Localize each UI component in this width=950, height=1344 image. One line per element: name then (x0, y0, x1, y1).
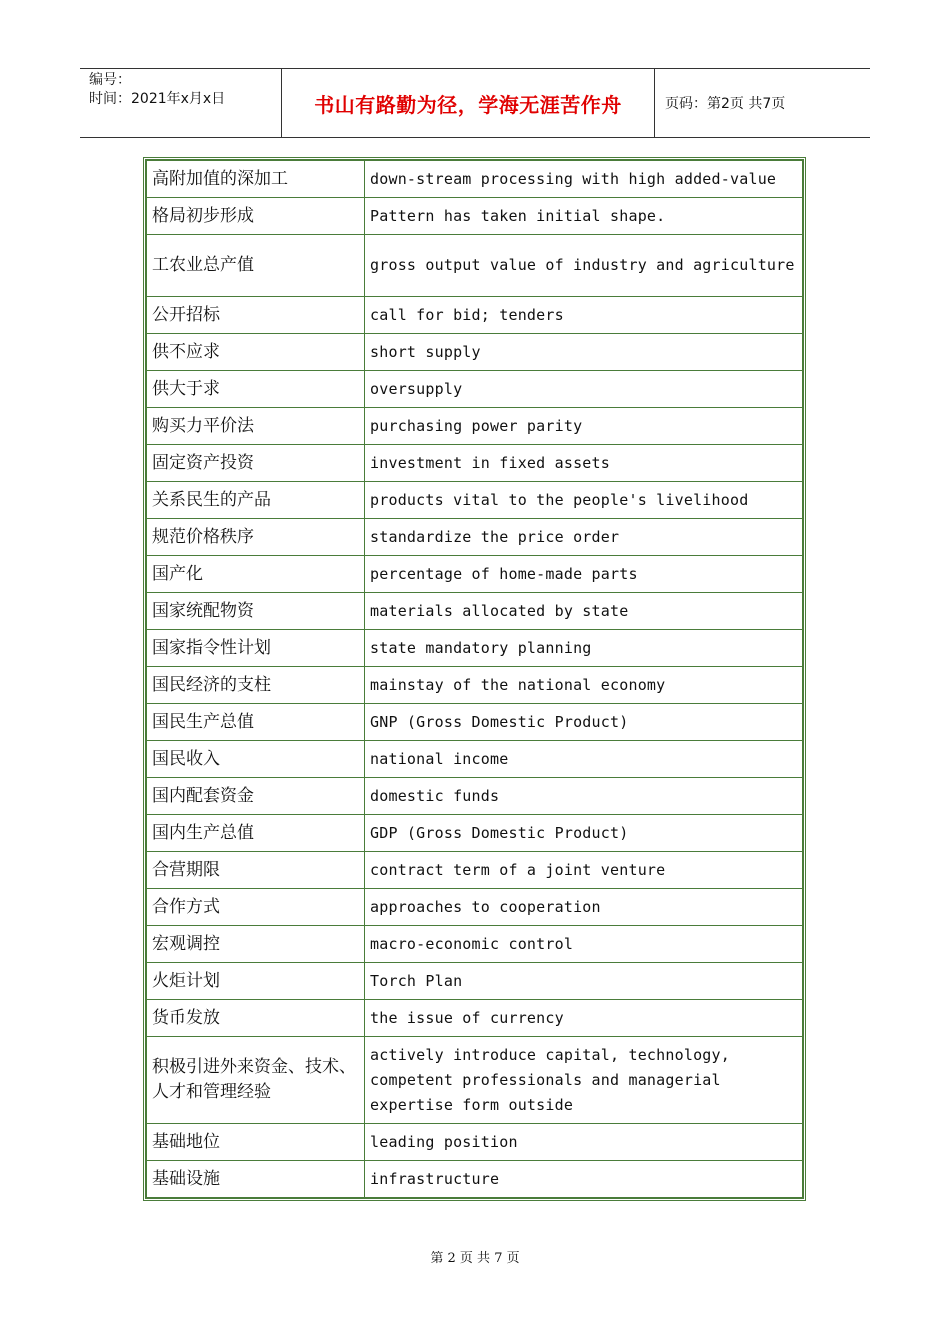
term-english: Pattern has taken initial shape. (365, 198, 803, 235)
term-english: GDP (Gross Domestic Product) (365, 815, 803, 852)
table-row (147, 161, 803, 198)
term-english: national income (365, 741, 803, 778)
header-meta (80, 69, 282, 137)
term-chinese: 合作方式 (147, 889, 365, 926)
table-row (147, 1161, 803, 1198)
table-row (147, 741, 803, 778)
term-chinese: 积极引进外来资金、技术、人才和管理经验 (147, 1037, 365, 1124)
term-chinese: 供不应求 (147, 334, 365, 371)
header-page-info: 页码：第2页 共7页 (665, 96, 786, 112)
term-english: GNP (Gross Domestic Product) (365, 704, 803, 741)
term-english: the issue of currency (365, 1000, 803, 1037)
term-english: infrastructure (365, 1161, 803, 1198)
term-english: percentage of home-made parts (365, 556, 803, 593)
table-row (147, 1124, 803, 1161)
table-row (147, 778, 803, 815)
term-english: oversupply (365, 371, 803, 408)
glossary-table (143, 157, 806, 1201)
term-chinese: 合营期限 (147, 852, 365, 889)
table-row (147, 408, 803, 445)
table-row (147, 704, 803, 741)
table-row (147, 198, 803, 235)
term-chinese: 货币发放 (147, 1000, 365, 1037)
table-row (147, 445, 803, 482)
term-chinese: 规范价格秩序 (147, 519, 365, 556)
term-english: state mandatory planning (365, 630, 803, 667)
term-chinese: 供大于求 (147, 371, 365, 408)
term-english: products vital to the people's livelihood (365, 482, 803, 519)
term-english: gross output value of industry and agriculture (365, 235, 803, 297)
term-english: short supply (365, 334, 803, 371)
term-english: actively introduce capital, technology, competent professionals and managerial expertise form outside (365, 1037, 803, 1124)
table-row (147, 667, 803, 704)
table-row (147, 963, 803, 1000)
term-english: mainstay of the national economy (365, 667, 803, 704)
page-header (80, 68, 870, 138)
page-footer: 第 2 页 共 7 页 (430, 1251, 520, 1266)
table-row (147, 482, 803, 519)
term-chinese: 工农业总产值 (147, 235, 365, 297)
table-row (147, 371, 803, 408)
term-chinese: 国家指令性计划 (147, 630, 365, 667)
term-chinese: 国民经济的支柱 (147, 667, 365, 704)
term-chinese: 公开招标 (147, 297, 365, 334)
term-chinese: 格局初步形成 (147, 198, 365, 235)
table-row (147, 334, 803, 371)
term-chinese: 国产化 (147, 556, 365, 593)
table-row (147, 519, 803, 556)
term-chinese: 国内生产总值 (147, 815, 365, 852)
term-english: investment in fixed assets (365, 445, 803, 482)
term-chinese: 宏观调控 (147, 926, 365, 963)
term-chinese: 关系民生的产品 (147, 482, 365, 519)
table-row (147, 297, 803, 334)
table-row (147, 556, 803, 593)
term-chinese: 国民收入 (147, 741, 365, 778)
header-motto: 书山有路勤为径，学海无涯苦作舟 (282, 69, 655, 137)
term-english: macro-economic control (365, 926, 803, 963)
term-english: contract term of a joint venture (365, 852, 803, 889)
term-english: materials allocated by state (365, 593, 803, 630)
table-row (147, 852, 803, 889)
table-row (147, 815, 803, 852)
term-english: domestic funds (365, 778, 803, 815)
term-chinese: 国家统配物资 (147, 593, 365, 630)
term-chinese: 国内配套资金 (147, 778, 365, 815)
term-chinese: 固定资产投资 (147, 445, 365, 482)
term-english: down-stream processing with high added-value (365, 161, 803, 198)
term-english: standardize the price order (365, 519, 803, 556)
table-row (147, 593, 803, 630)
table-row (147, 630, 803, 667)
glossary-body (147, 161, 803, 1198)
table-row (147, 926, 803, 963)
doc-date: 时间：2021年x月x日 (89, 91, 226, 107)
term-english: purchasing power parity (365, 408, 803, 445)
term-chinese: 基础设施 (147, 1161, 365, 1198)
table-row (147, 889, 803, 926)
term-chinese: 基础地位 (147, 1124, 365, 1161)
term-english: Torch Plan (365, 963, 803, 1000)
term-chinese: 国民生产总值 (147, 704, 365, 741)
table-row (147, 1037, 803, 1124)
term-chinese: 高附加值的深加工 (147, 161, 365, 198)
term-english: call for bid; tenders (365, 297, 803, 334)
term-chinese: 购买力平价法 (147, 408, 365, 445)
table-row (147, 235, 803, 297)
table-row (147, 1000, 803, 1037)
term-english: approaches to cooperation (365, 889, 803, 926)
doc-number-label: 编号： (89, 72, 131, 88)
term-english: leading position (365, 1124, 803, 1161)
term-chinese: 火炬计划 (147, 963, 365, 1000)
